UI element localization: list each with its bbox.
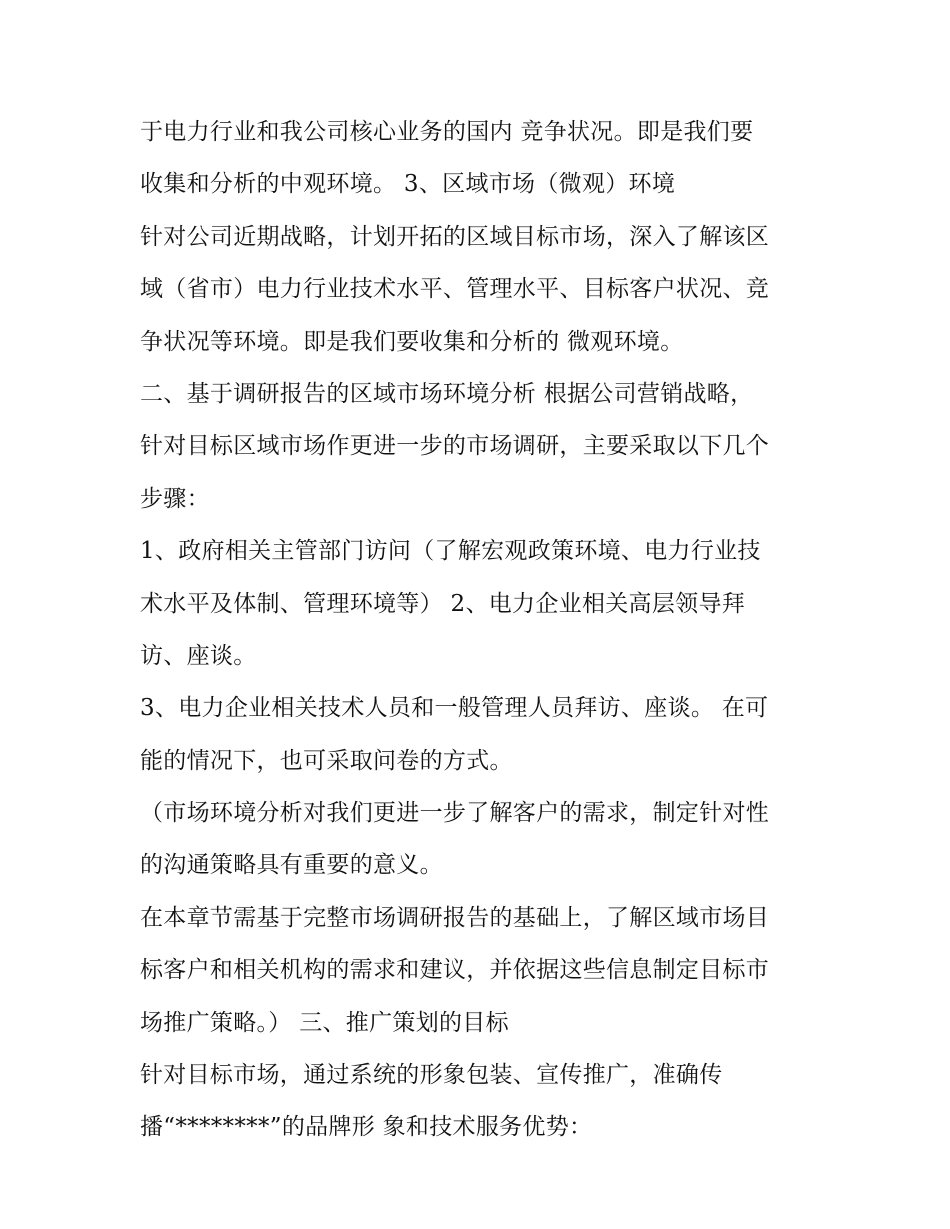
text-line: 的沟通策略具有重要的意义。 xyxy=(140,852,443,879)
list-item-line: 3、电力企业相关技术人员和一般管理人员拜访、座谈。 在可 xyxy=(140,695,769,722)
text-line: 针对公司近期战略，计划开拓的区域目标市场，深入了解该区 xyxy=(140,223,770,250)
text-line: 于电力行业和我公司核心业务的国内 竞争状况。即是我们要 xyxy=(140,119,754,145)
text-line: 在本章节需基于完整市场调研报告的基础上，了解区域市场目 xyxy=(140,904,770,931)
section-heading-line: 二、基于调研报告的区域市场环境分析 根据公司营销战略， xyxy=(140,380,754,407)
list-item-line: 1、政府相关主管部门访问（了解宏观政策环境、电力行业技 xyxy=(140,538,761,565)
text-line: 步骤： xyxy=(140,485,210,512)
text-line: 标客户和相关机构的需求和建议，并依据这些信息制定目标市 xyxy=(140,957,770,984)
section-heading-line: 场推广策略。） 三、推广策划的目标 xyxy=(140,1009,509,1036)
text-line: （市场环境分析对我们更进一步了解客户的需求，制定针对性 xyxy=(140,800,770,827)
text-line: 能的情况下，也可采取问卷的方式。 xyxy=(140,747,513,774)
text-line: 针对目标区域市场作更进一步的市场调研，主要采取以下几个 xyxy=(140,433,770,460)
text-line: 收集和分析的中观环境。 3、区域市场（微观）环境 xyxy=(140,171,676,198)
text-line: 争状况等环境。即是我们要收集和分析的 微观环境。 xyxy=(140,328,684,355)
text-line: 播“********”的品牌形 象和技术服务优势： xyxy=(140,1114,593,1141)
list-item-line: 术水平及体制、管理环境等） 2、电力企业相关高层领导拜 xyxy=(140,590,746,617)
text-line: 针对目标市场，通过系统的形象包装、宣传推广，准确传 xyxy=(140,1062,723,1089)
text-line: 域（省市）电力行业技术水平、管理水平、目标客户状况、竞 xyxy=(140,276,770,303)
body-text xyxy=(140,106,830,1154)
list-item-line: 访、座谈。 xyxy=(140,642,257,669)
